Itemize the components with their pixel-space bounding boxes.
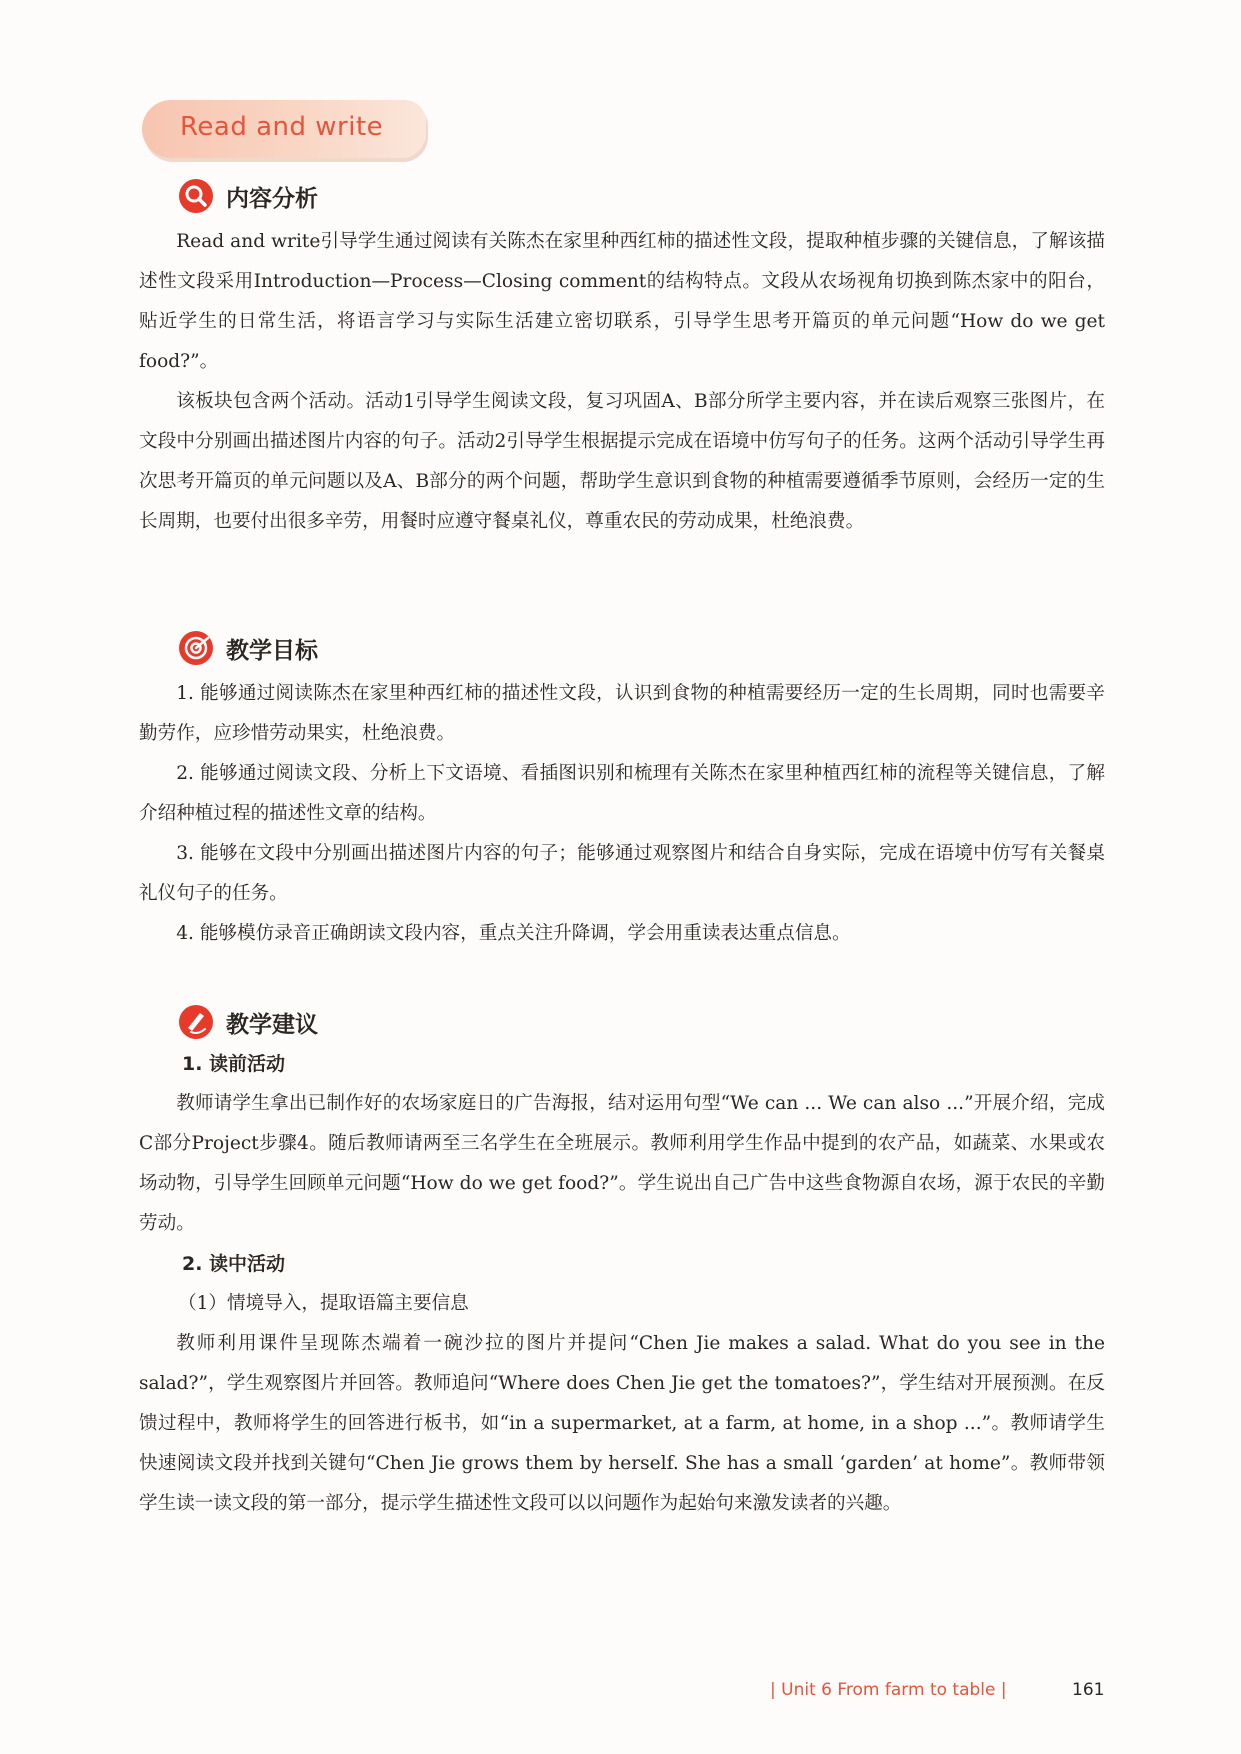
goal-3: 3. 能够在文段中分别画出描述图片内容的句子；能够通过观察图片和结合自身实际，完成在语境中仿写有关餐桌礼仪句子的任务。 bbox=[139, 843, 1105, 904]
goal-1: 1. 能够通过阅读陈杰在家里种西红柿的描述性文段，认识到食物的种植需要经历一定的生长周期，同时也需要辛勤劳作，应珍惜劳动果实，杜绝浪费。 bbox=[139, 683, 1105, 744]
read-and-write-banner bbox=[142, 100, 426, 158]
step-2-text: 教师利用课件呈现陈杰端着一碗沙拉的图片并提问“Chen Jie makes a salad. What do you see in the salad?”，学生观察图片并回答。教师追问“Where does Chen Jie get the tomatoes?”，学生结对开展预测。在反馈过程中，教师将学生的回答进行板书，如“in a supermarket, at a farm, at home, in a shop ...”。教师请学生快速阅读文段并找到关键句“Chen Jie grows them by herself. She has a small ‘garden’ at home”。教师带领学生读一读文段的第一部分，提示学生描述性文段可以以问题作为起始句来激发读者的兴趣。 bbox=[139, 1333, 1105, 1514]
step-2-title: 2. 读中活动 bbox=[182, 1253, 286, 1275]
step-1-text: 教师请学生拿出已制作好的农场家庭日的广告海报，结对运用句型“We can ... We can also ...”开展介绍，完成C部分Project步骤4。随后教师请两至三名学生在全班展示。教师利用学生作品中提到的农产品，如蔬菜、水果或农场动物，引导学生回顾单元问题“How do we get food?”。学生说出自己广告中这些食物源自农场，源于农民的辛勤劳动。 bbox=[139, 1093, 1105, 1234]
step-1-title: 1. 读前活动 bbox=[182, 1053, 286, 1075]
pencil-icon bbox=[178, 1004, 214, 1040]
goal-4: 4. 能够模仿录音正确朗读文段内容，重点关注升降调，学会用重读表达重点信息。 bbox=[176, 923, 851, 944]
analysis-paragraph-1: Read and write引导学生通过阅读有关陈杰在家里种西红柿的描述性文段，提取种植步骤的关键信息，了解该描述性文段采用Introduction—Process—Closing comment的结构特点。文段从农场视角切换到陈杰家中的阳台，贴近学生的日常生活，将语言学习与实际生活建立密切联系，引导学生思考开篇页的单元问题“How do we get food?”。 bbox=[139, 231, 1105, 372]
magnifier-icon bbox=[178, 178, 214, 214]
section-title: 教学目标 bbox=[226, 638, 318, 664]
goal-2: 2. 能够通过阅读文段、分析上下文语境、看插图识别和梳理有关陈杰在家里种植西红柿的流程等关键信息，了解介绍种植过程的描述性文章的结构。 bbox=[139, 763, 1105, 824]
unit-label: | Unit 6 From farm to table | bbox=[770, 1680, 1007, 1700]
section-title: 教学建议 bbox=[226, 1012, 318, 1038]
analysis-paragraph-2: 该板块包含两个活动。活动1引导学生阅读文段，复习巩固A、B部分所学主要内容，并在读后观察三张图片，在文段中分别画出描述图片内容的句子。活动2引导学生根据提示完成在语境中仿写句子的任务。这两个活动引导学生再次思考开篇页的单元问题以及A、B部分的两个问题，帮助学生意识到食物的种植需要遵循季节原则，会经历一定的生长周期，也要付出很多辛劳，用餐时应遵守餐桌礼仪，尊重农民的劳动成果，杜绝浪费。 bbox=[139, 391, 1105, 532]
page-number: 161 bbox=[1072, 1680, 1105, 1700]
step-2-subtitle: （1）情境导入，提取语篇主要信息 bbox=[178, 1293, 469, 1314]
page-footer bbox=[770, 1680, 1110, 1710]
section-title: 内容分析 bbox=[226, 186, 318, 212]
target-icon bbox=[178, 630, 214, 666]
banner-label: Read and write bbox=[180, 112, 384, 142]
